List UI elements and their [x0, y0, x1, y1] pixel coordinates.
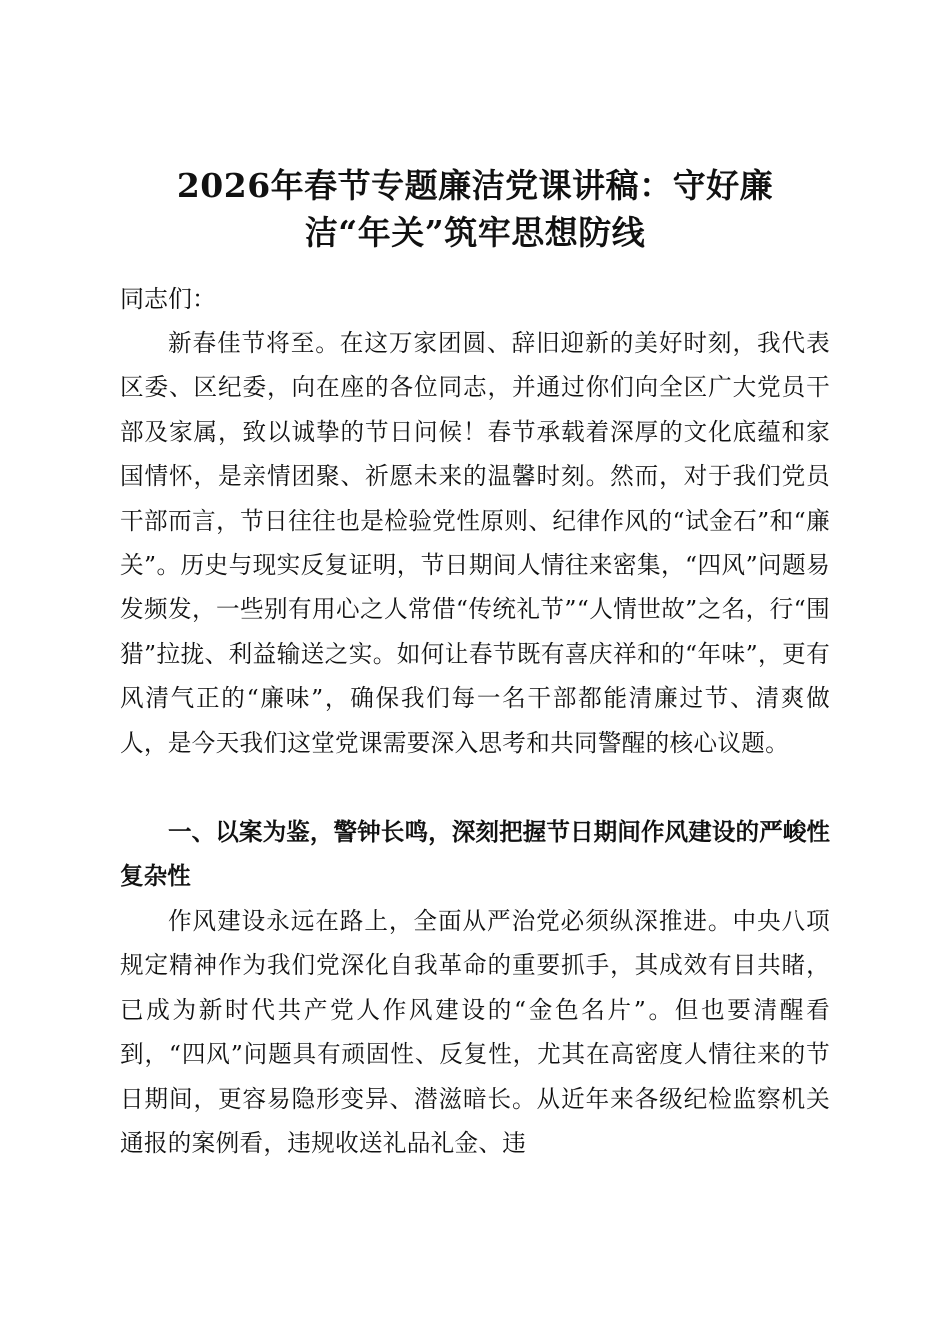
- section-heading-1: 一、以案为鉴，警钟长鸣，深刻把握节日期间作风建设的严峻性复杂性: [120, 818, 830, 891]
- page-title: [120, 162, 830, 256]
- intro-paragraph: 新春佳节将至。在这万家团圆、辞旧迎新的美好时刻，我代表区委、区纪委，向在座的各位同志，并通过你们向全区广大党员干部及家属，致以诚挚的节日问候！春节承载着深厚的文化底蕴和家国情怀，是亲情团聚、祈愿未来的温馨时刻。然而，对于我们党员干部而言，节日往往也是检验党性原则、纪律作风的“试金石”和“廉关”。历史与现实反复证明，节日期间人情往来密集，“四风”问题易发频发，一些别有用心之人常借“传统礼节”“人情世故”之名，行“围猎”拉拢、利益输送之实。如何让春节既有喜庆祥和的“年味”，更有风清气正的“廉味”，确保我们每一名干部都能清廉过节、清爽做人，是今天我们这堂党课需要深入思考和共同警醒的核心议题。: [120, 329, 830, 757]
- title-line-2: 洁“年关”筑牢思想防线: [304, 213, 646, 253]
- salutation: 同志们：: [120, 285, 216, 313]
- title-line-1: 2026年春节专题廉洁党课讲稿：守好廉: [176, 166, 774, 206]
- section-1-paragraph: 作风建设永远在路上，全面从严治党必须纵深推进。中央八项规定精神作为我们党深化自我革命的重要抓手，其成效有目共睹，已成为新时代共产党人作风建设的“金色名片”。但也要清醒看到，“四风”问题具有顽固性、反复性，尤其在高密度人情往来的节日期间，更容易隐形变异、潜滋暗长。从近年来各级纪检监察机关通报的案例看，违规收送礼品礼金、违: [120, 907, 830, 1158]
